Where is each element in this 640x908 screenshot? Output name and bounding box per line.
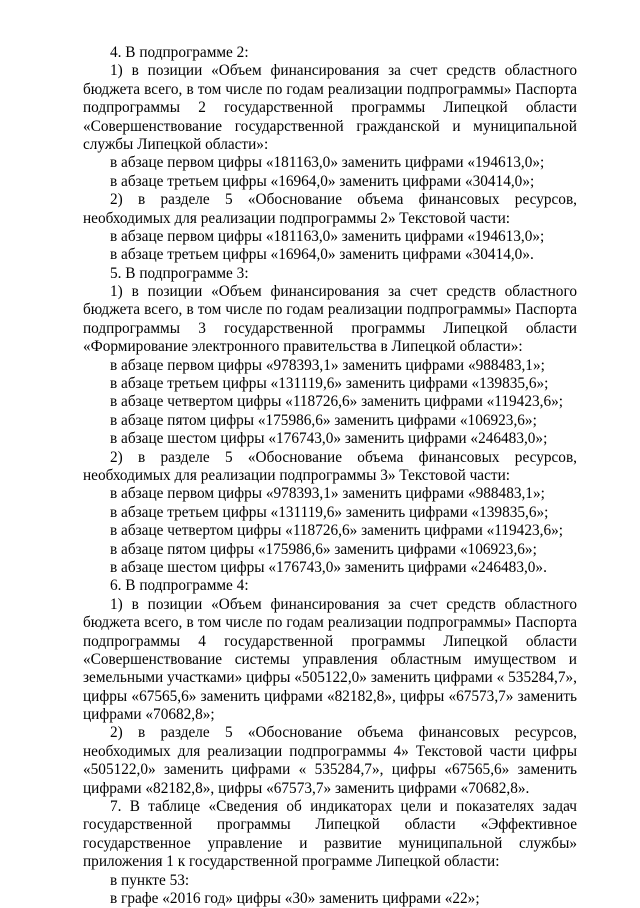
text-line: в абзаце первом цифры «978393,1» заменить цифрами «988483,1»; (110, 356, 545, 374)
text-line: подпрограммы 4 государственной программы Липецкой области (83, 632, 577, 650)
text-line: государственной программы Липецкой области «Эффективное (83, 816, 577, 834)
text-line: подпрограммы 2 государственной программы Липецкой области (83, 99, 577, 117)
text-line: бюджета всего, в том числе по годам реализации подпрограммы» Паспорта (83, 301, 577, 319)
text-line: в абзаце четвертом цифры «118726,6» заменить цифрами «119423,6»; (110, 393, 563, 411)
text-line: 7. В таблице «Сведения об индикаторах цели и показателях задач (110, 798, 577, 816)
text-line: в абзаце шестом цифры «176743,0» заменить цифрами «246483,0»; (110, 430, 548, 448)
text-line: государственное управление и развитие муниципальной службы» (83, 834, 577, 852)
text-line: 2) в разделе 5 «Обоснование объема финансовых ресурсов, (110, 448, 577, 466)
text-line: необходимых для реализации подпрограммы 3» Текстовой части: (83, 466, 511, 484)
text-line: в абзаце третьем цифры «131119,6» заменить цифрами «139835,6»; (110, 503, 549, 521)
text-line: в пункте 53: (110, 871, 190, 889)
text-line: в абзаце первом цифры «181163,0» заменить цифрами «194613,0»; (110, 227, 545, 245)
text-line: цифрами «82182,8», цифры «67573,7» заменить цифрами «70682,8». (83, 779, 530, 797)
text-line: «Совершенствование государственной гражданской и муниципальной (83, 117, 577, 135)
text-line: подпрограммы 3 государственной программы Липецкой области (83, 319, 577, 337)
text-line: в абзаце третьем цифры «16964,0» заменить цифрами «30414,0»; (110, 172, 535, 190)
text-line: в абзаце пятом цифры «175986,6» заменить цифрами «106923,6»; (110, 411, 537, 429)
text-line: в абзаце пятом цифры «175986,6» заменить цифрами «106923,6»; (110, 540, 537, 558)
text-line: бюджета всего, в том числе по годам реализации подпрограммы» Паспорта (83, 614, 577, 632)
text-line: приложения 1 к государственной программе Липецкой области: (83, 853, 500, 871)
text-line: цифры «67565,6» заменить цифрами «82182,8», цифры «67573,7» заменить (83, 687, 577, 705)
text-line: 1) в позиции «Объем финансирования за счет средств областного (110, 62, 577, 80)
text-line: «Совершенствование системы управления областным имуществом и (83, 650, 577, 668)
document-body (83, 44, 577, 908)
text-line: земельными участками» цифры «505122,0» заменить цифрами « 535284,7», (83, 669, 577, 687)
text-line: в графе «2016 год» цифры «30» заменить цифрами «22»; (110, 889, 480, 907)
text-line: в абзаце шестом цифры «176743,0» заменить цифрами «246483,0». (110, 558, 547, 576)
text-line: в абзаце первом цифры «978393,1» заменить цифрами «988483,1»; (110, 485, 545, 503)
text-line: в абзаце четвертом цифры «118726,6» заменить цифрами «119423,6»; (110, 522, 563, 540)
text-line: 2) в разделе 5 «Обоснование объема финансовых ресурсов, (110, 724, 577, 742)
text-line: службы Липецкой области»: (83, 135, 269, 153)
text-line: необходимых для реализации подпрограммы 4» Текстовой части цифры (83, 742, 577, 760)
text-line: 4. В подпрограмме 2: (110, 44, 249, 61)
text-line: бюджета всего, в том числе по годам реализации подпрограммы» Паспорта (83, 80, 577, 98)
text-line: в абзаце третьем цифры «16964,0» заменить цифрами «30414,0». (110, 246, 534, 264)
text-line: «Формирование электронного правительства в Липецкой области»: (83, 338, 523, 356)
text-line: цифрами «70682,8»; (83, 706, 215, 724)
text-line: в абзаце первом цифры «181163,0» заменить цифрами «194613,0»; (110, 154, 545, 172)
text-line: «505122,0» заменить цифрами « 535284,7», цифры «67565,6» заменить (83, 761, 577, 779)
text-line: 5. В подпрограмме 3: (110, 264, 249, 282)
text-line: необходимых для реализации подпрограммы 2» Текстовой части: (83, 209, 511, 227)
text-line: 1) в позиции «Объем финансирования за счет средств областного (110, 595, 577, 613)
text-line: 1) в позиции «Объем финансирования за счет средств областного (110, 283, 577, 301)
text-line: в абзаце третьем цифры «131119,6» заменить цифрами «139835,6»; (110, 375, 549, 393)
text-line: 6. В подпрограмме 4: (110, 577, 249, 595)
text-line: 2) в разделе 5 «Обоснование объема финансовых ресурсов, (110, 191, 577, 209)
